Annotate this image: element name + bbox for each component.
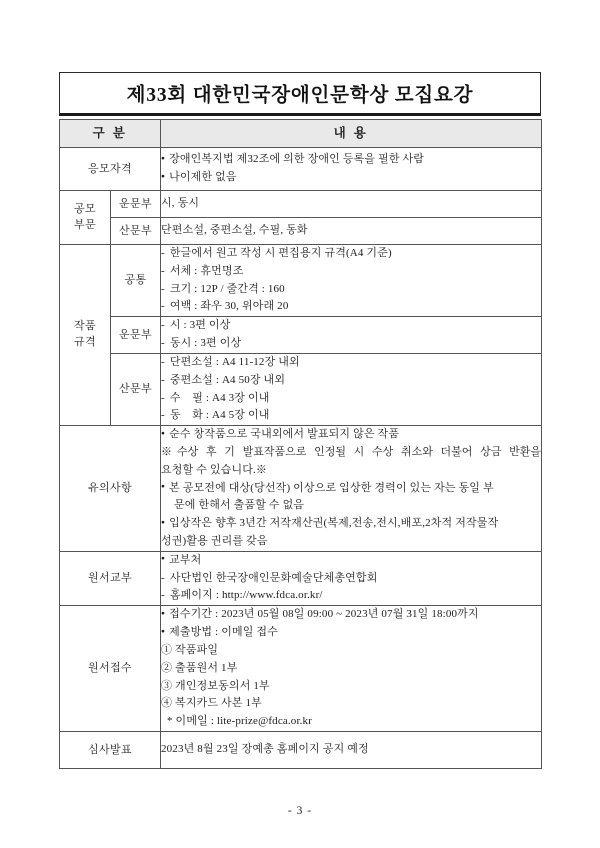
table-row-category-prose — [60, 218, 542, 245]
row-content-prose — [161, 218, 542, 245]
table-row-eligibility — [60, 148, 542, 191]
content-line: - 단편소설 : A4 11-12장 내외 — [161, 354, 541, 372]
content-line: - 동시 : 3편 이상 — [161, 335, 541, 353]
row-content-spec-common — [161, 245, 542, 317]
content-line-homepage: - 홈페이지 : http://www.fdca.or.kr/ — [161, 587, 541, 605]
row-content-distribution — [161, 551, 542, 605]
page-number: - 3 - — [287, 805, 313, 817]
header-division: 구 분 — [60, 120, 161, 148]
table-row-notes — [60, 426, 542, 552]
row-content-spec-verse — [161, 317, 542, 354]
content-line: - 한글에서 원고 작성 시 편집용지 규격(A4 기준) — [161, 245, 541, 263]
table-row-spec-common — [60, 245, 542, 317]
sub-label-spec-prose: 산문부 — [111, 353, 161, 425]
sub-label-spec-verse: 운문부 — [111, 317, 161, 354]
row-label-announcement: 심사발표 — [60, 731, 161, 768]
content-line: 2023년 8월 23일 장예총 홈페이지 공지 예정 — [161, 743, 369, 756]
row-label-category-line1: 공모 — [73, 202, 97, 215]
table-row-category-verse — [60, 191, 542, 218]
content-line-email: * 이메일 : lite-prize@fdca.or.kr — [167, 715, 313, 728]
content-line: ● 입상작은 향후 3년간 저작재산권(복제,전송,전시,배포,2차적 저작물작 — [161, 515, 541, 533]
sub-label-prose: 산문부 — [111, 218, 161, 245]
content-line: ● 나이제한 없음 — [161, 169, 541, 187]
content-line: ● 순수 창작품으로 국내외에서 발표되지 않은 작품 — [161, 426, 541, 444]
row-label-submission: 원서접수 — [60, 606, 161, 732]
content-line: - 서체 : 휴먼명조 — [161, 263, 541, 281]
content-line: 시, 동시 — [161, 197, 200, 210]
sub-label-common: 공통 — [111, 245, 161, 317]
content-line: ● 본 공모전에 대상(당선작) 이상으로 입상한 경력이 있는 자는 동일 부 — [161, 480, 541, 498]
content-line: ④ 복지카드 사본 1부 — [161, 697, 262, 710]
content-line: 단편소설, 중편소설, 수필, 동화 — [161, 224, 308, 237]
table-row-spec-prose — [60, 353, 542, 425]
content-line: 문에 한해서 출품할 수 없음 — [174, 499, 305, 512]
content-line-period: ● 접수기간 : 2023년 05월 08일 09:00 ~ 2023년 07월 31일 18:00까지 — [161, 606, 541, 624]
row-content-notes — [161, 426, 542, 552]
row-content-eligibility — [161, 148, 542, 191]
requirements-table — [59, 119, 542, 769]
row-label-category — [60, 191, 111, 245]
content-line: - 여백 : 좌우 30, 위아래 20 — [161, 298, 541, 316]
row-content-submission — [161, 606, 542, 732]
content-line: ① 작품파일 — [161, 643, 219, 656]
content-line: - 동 화 : A4 5장 이내 — [161, 407, 541, 425]
row-label-distribution: 원서교부 — [60, 551, 161, 605]
content-line: - 중편소설 : A4 50장 내외 — [161, 372, 541, 390]
row-label-spec — [60, 245, 111, 426]
table-header-row — [60, 120, 542, 148]
row-content-spec-prose — [161, 353, 542, 425]
document-title-box — [59, 72, 541, 116]
table-row-announcement — [60, 731, 542, 768]
row-label-notes: 유의사항 — [60, 426, 161, 552]
sub-label-verse: 운문부 — [111, 191, 161, 218]
header-content: 내 용 — [161, 120, 542, 148]
content-line: - 시 : 3편 이상 — [161, 317, 541, 335]
content-line: ③ 개인정보동의서 1부 — [161, 679, 270, 692]
content-line: ● 장애인복지법 제32조에 의한 장애인 등록을 필한 사람 — [161, 151, 541, 169]
table-row-spec-verse — [60, 317, 542, 354]
content-line: ※수상 후 기 발표작품으로 인정될 시 수상 취소와 더불어 상금 반환을 — [161, 445, 541, 458]
content-line: ② 출품원서 1부 — [161, 661, 238, 674]
row-label-spec-line2: 규격 — [73, 336, 97, 349]
content-line-method: ● 제출방법 : 이메일 접수 — [161, 624, 541, 642]
table-row-application-distribution — [60, 551, 542, 605]
content-line: - 크기 : 12P / 줄간격 : 160 — [161, 281, 541, 299]
row-label-eligibility: 응모자격 — [60, 148, 161, 191]
table-row-application-submission — [60, 606, 542, 732]
page-title: 제33회 대한민국장애인문학상 모집요강 — [126, 85, 474, 106]
row-content-verse — [161, 191, 542, 218]
content-line: - 수 필 : A4 3장 이내 — [161, 390, 541, 408]
row-content-announcement — [161, 731, 542, 768]
row-label-category-line2: 부문 — [73, 218, 97, 231]
row-label-spec-line1: 작품 — [73, 320, 97, 333]
content-line: ● 교부처 — [161, 552, 541, 570]
content-line: 성권)활용 권리를 갖음 — [161, 535, 268, 547]
content-line: - 사단법인 한국장애인문화예술단체총연합회 — [161, 570, 541, 588]
content-line: 요청할 수 있습니다.※ — [161, 463, 268, 476]
